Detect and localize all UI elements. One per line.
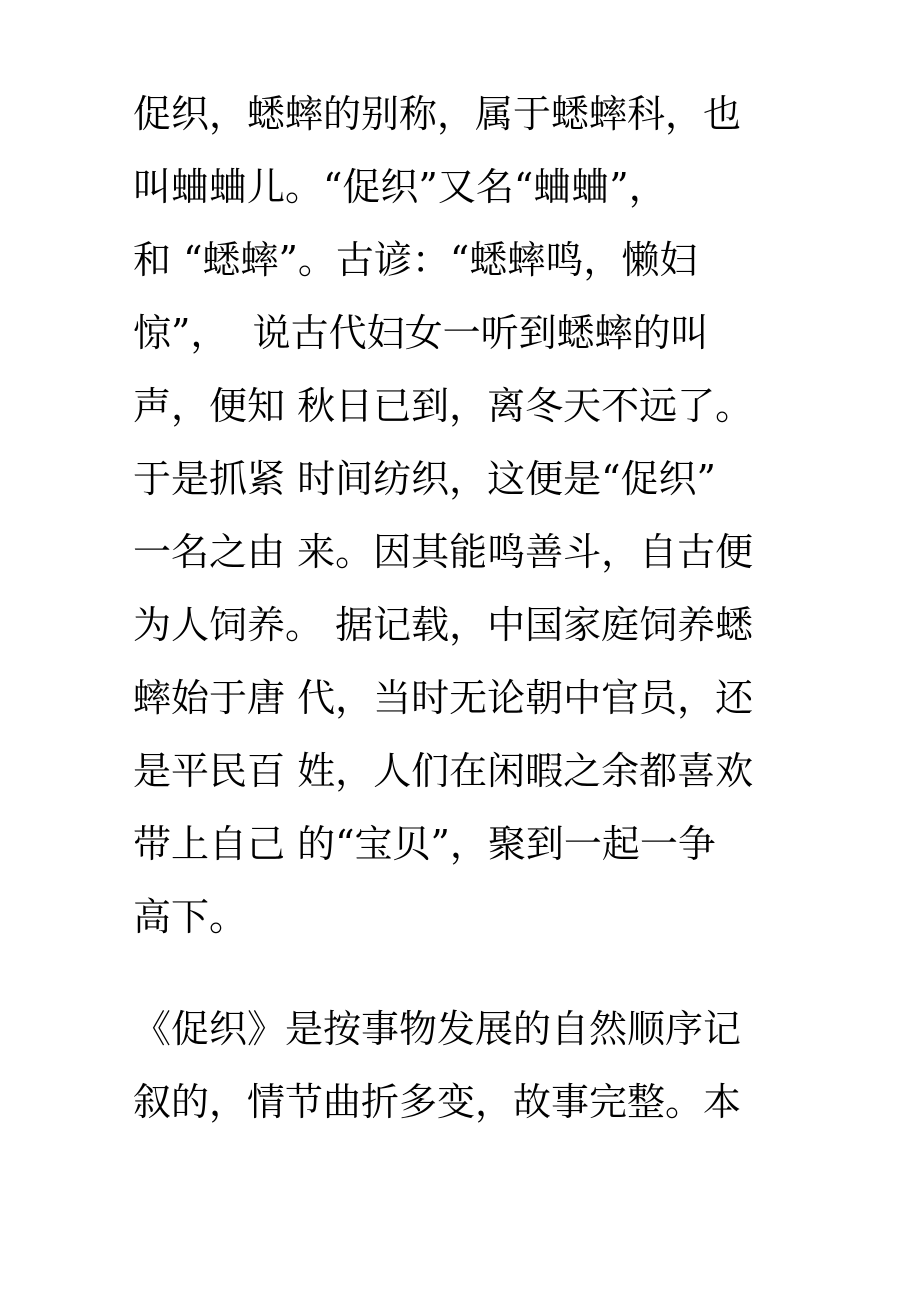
text-line: 叫蛐蛐儿。“促织”又名“蛐蛐”， [133,165,667,209]
paragraph-cricket-intro [133,78,813,954]
text-line: 一名之由 来。因其能鸣善斗，自古便 [133,530,754,574]
text-line: 为人饲养。 据记载，中国家庭饲养蟋 [133,603,754,647]
text-line: 促织，蟋蟀的别称，属于蟋蟀科，也 [133,92,742,136]
text-line: 是平民百 姓，人们在闲暇之余都喜欢 [133,749,754,793]
text-line: 于是抓紧 时间纺织，这便是“促织” [133,457,716,501]
text-line: 带上自己 的“宝贝”，聚到一起一争 [133,822,716,866]
text-line: 惊”， 说古代妇女一听到蟋蟀的叫 [133,311,709,355]
text-line: 声，便知 秋日已到，离冬天不远了。 [133,384,754,428]
text-line: 和 “蟋蟀”。古谚：“蟋蟀鸣，懒妇 [133,238,698,282]
text-line: 蟀始于唐 代，当时无论朝中官员，还 [133,676,754,720]
text-line: 叙的，情节曲折多变，故事完整。本 [133,1080,742,1124]
paragraph-story-structure [133,993,813,1139]
text-line: 高下。 [133,895,248,939]
text-line: 《促织》是按事物发展的自然顺序记 [133,1007,742,1051]
